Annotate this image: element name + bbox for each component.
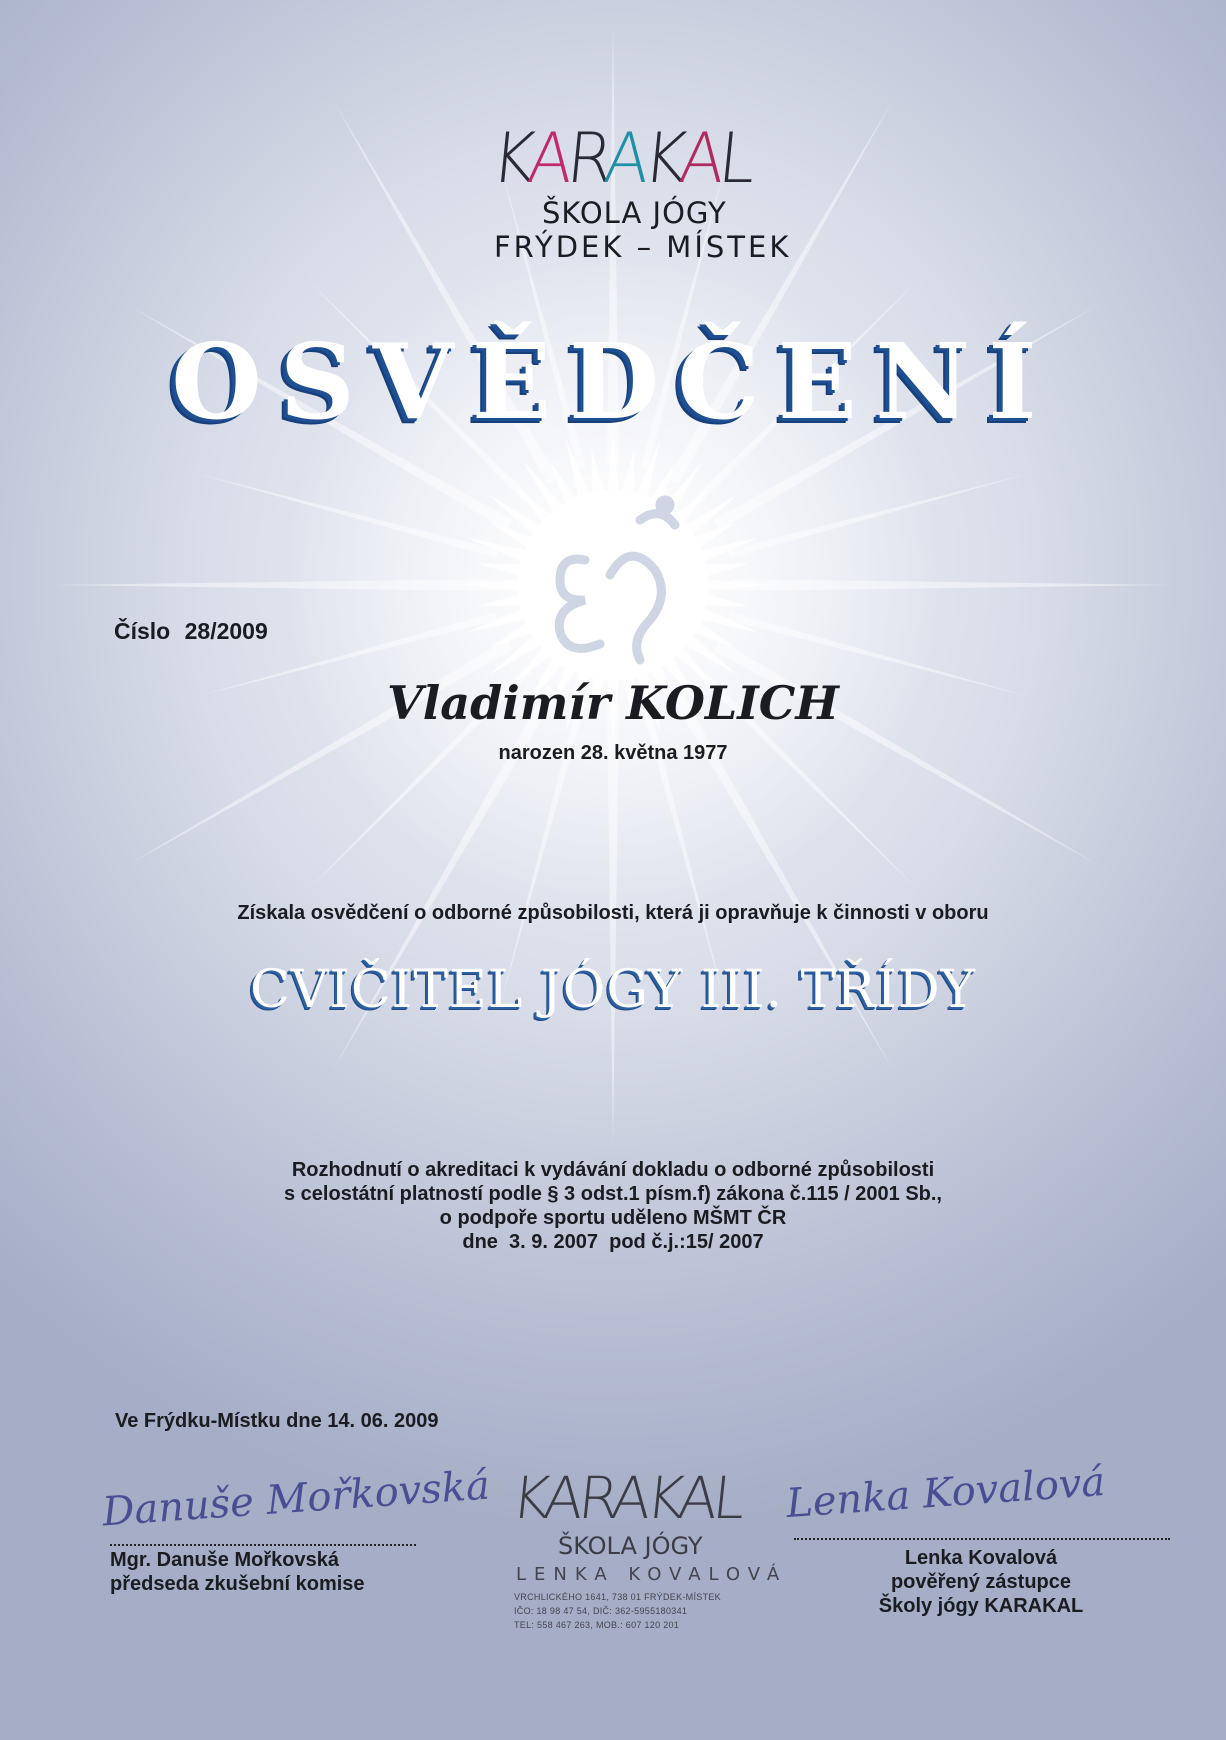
signature-left bbox=[92, 1462, 492, 1556]
holder-name: Vladimír KOLICH bbox=[387, 676, 839, 730]
stamp-line1: ŠKOLA JÓGY bbox=[558, 1532, 703, 1560]
stamp-phone: TEL: 558 467 263, MOB.: 607 120 201 bbox=[514, 1620, 680, 1630]
certificate-title: OSVĚDČENÍ bbox=[171, 320, 1055, 443]
qualification-title: CVIČITEL JÓGY III. TŘÍDY bbox=[250, 960, 976, 1020]
handwritten-signature: Lenka Kovalová bbox=[784, 1458, 1107, 1528]
stamp-ids: IČO: 18 98 47 54, DIČ: 362-5955180341 bbox=[514, 1606, 688, 1616]
signature-right bbox=[776, 1460, 1176, 1560]
accreditation-line: dne 3. 9. 2007 pod č.j.:15/ 2007 bbox=[462, 1231, 764, 1253]
accreditation-line: s celostátní platností podle § 3 odst.1 písm.f) zákona č.115 / 2001 Sb., bbox=[284, 1183, 942, 1205]
signer-left bbox=[110, 1548, 365, 1596]
signature-line bbox=[794, 1538, 1170, 1540]
accreditation-text bbox=[0, 1158, 1226, 1254]
school-logo bbox=[480, 118, 792, 270]
birth-date: narozen 28. května 1977 bbox=[498, 742, 728, 764]
certificate-number: Číslo 28/2009 bbox=[114, 618, 268, 644]
logo-line1: ŠKOLA JÓGY bbox=[542, 196, 727, 230]
logo-wordmark: KARAKAL bbox=[487, 118, 754, 199]
place-and-date: Ve Frýdku-Místku dne 14. 06. 2009 bbox=[115, 1410, 439, 1432]
signer-role: předseda zkušební komise bbox=[110, 1573, 365, 1595]
stamp-line2: LENKA KOVALOVÁ bbox=[516, 1564, 788, 1585]
signer-name: Lenka Kovalová bbox=[904, 1547, 1058, 1569]
signer-org: Školy jógy KARAKAL bbox=[878, 1595, 1084, 1617]
accreditation-line: o podpoře sportu uděleno MŠMT ČR bbox=[439, 1207, 787, 1229]
stamp-wordmark: KARAKAL bbox=[508, 1464, 744, 1532]
signer-name: Mgr. Danuše Mořkovská bbox=[110, 1549, 339, 1571]
logo-line2: FRÝDEK – MÍSTEK bbox=[494, 230, 792, 264]
signer-right bbox=[836, 1546, 1126, 1618]
accreditation-line: Rozhodnutí o akreditaci k vydávání dokladu o odborné způsobilosti bbox=[291, 1159, 935, 1181]
stamp-address: VRCHLICKÉHO 1641, 738 01 FRÝDEK-MÍSTEK bbox=[514, 1592, 721, 1602]
signature-line bbox=[110, 1544, 416, 1546]
school-stamp bbox=[506, 1464, 788, 1664]
handwritten-signature: Danuše Mořkovská bbox=[100, 1462, 492, 1536]
signer-role: pověřený zástupce bbox=[890, 1571, 1072, 1593]
award-intro: Získala osvědčení o odborné způsobilosti, která ji opravňuje k činnosti v oboru bbox=[237, 902, 989, 924]
